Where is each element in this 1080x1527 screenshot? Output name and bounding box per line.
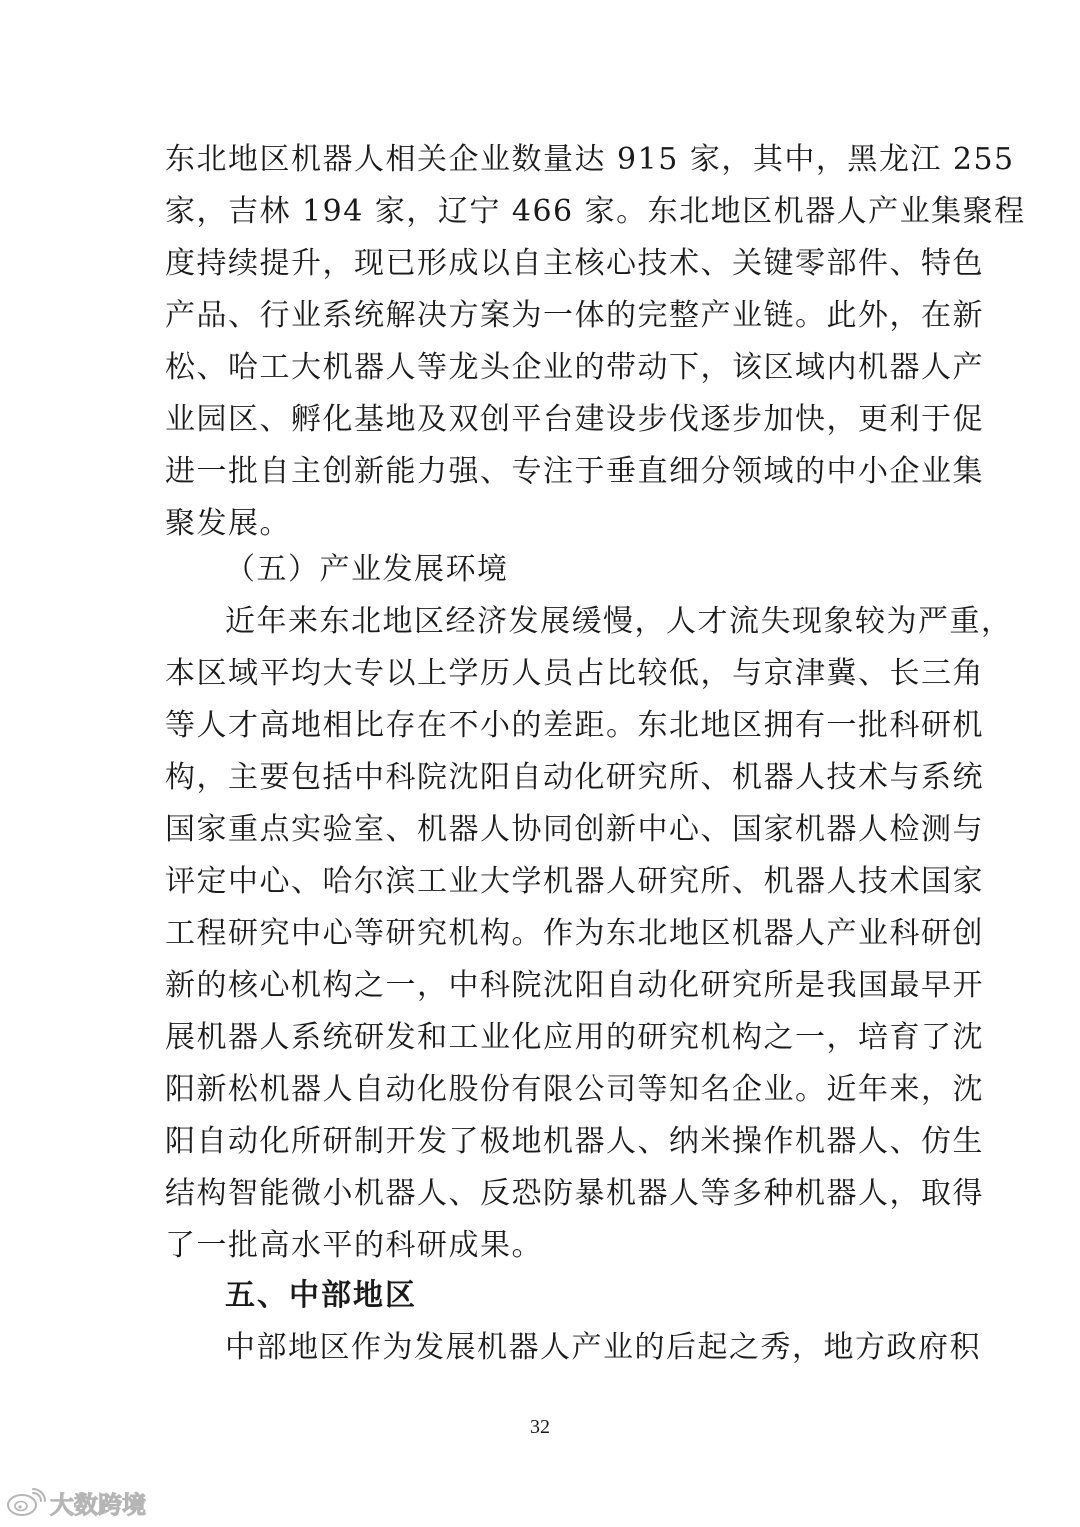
weibo-logo-icon bbox=[6, 1487, 46, 1517]
watermark-text: 大数跨境 bbox=[50, 1490, 146, 1519]
text-line: 度持续提升，现已形成以自主核心技术、关键零部件、特色 bbox=[165, 246, 984, 281]
text-line: 展机器人系统研发和工业化应用的研究机构之一，培育了沈 bbox=[165, 1020, 984, 1055]
text-line: 工程研究中心等研究机构。作为东北地区机器人产业科研创 bbox=[165, 916, 984, 951]
text-line: 了一批高水平的科研成果。 bbox=[165, 1228, 543, 1263]
page-number: 32 bbox=[530, 1416, 550, 1438]
text-line: 国家重点实验室、机器人协同创新中心、国家机器人检测与 bbox=[165, 812, 984, 847]
text-line: 近年来东北地区经济发展缓慢，人才流失现象较为严重， bbox=[225, 604, 1013, 639]
text-line: 中部地区作为发展机器人产业的后起之秀，地方政府积 bbox=[225, 1330, 981, 1365]
text-line: 聚发展。 bbox=[165, 506, 291, 541]
text-line: 阳新松机器人自动化股份有限公司等知名企业。近年来，沈 bbox=[165, 1072, 984, 1107]
text-line: 家，吉林 194 家，辽宁 466 家。东北地区机器人产业集聚程 bbox=[165, 194, 1026, 229]
text-line: 等人才高地相比存在不小的差距。东北地区拥有一批科研机 bbox=[165, 708, 984, 743]
text-line: 构，主要包括中科院沈阳自动化研究所、机器人技术与系统 bbox=[165, 760, 984, 795]
text-line: 新的核心机构之一，中科院沈阳自动化研究所是我国最早开 bbox=[165, 968, 984, 1003]
section-heading: 五、中部地区 bbox=[225, 1278, 417, 1313]
watermark bbox=[6, 1486, 146, 1518]
text-line: 业园区、孵化基地及双创平台建设步伐逐步加快，更利于促 bbox=[165, 402, 984, 437]
text-line: 本区域平均大专以上学历人员占比较低，与京津冀、长三角 bbox=[165, 656, 984, 691]
text-line: 松、哈工大机器人等龙头企业的带动下，该区域内机器人产 bbox=[165, 350, 984, 385]
text-line: 阳自动化所研制开发了极地机器人、纳米操作机器人、仿生 bbox=[165, 1124, 984, 1159]
text-line: 评定中心、哈尔滨工业大学机器人研究所、机器人技术国家 bbox=[165, 864, 984, 899]
text-line: 产品、行业系统解决方案为一体的完整产业链。此外，在新 bbox=[165, 298, 984, 333]
text-line: 东北地区机器人相关企业数量达 915 家，其中，黑龙江 255 bbox=[165, 142, 1015, 177]
text-line: 结构智能微小机器人、反恐防暴机器人等多种机器人，取得 bbox=[165, 1176, 984, 1211]
text-line: 进一批自主创新能力强、专注于垂直细分领域的中小企业集 bbox=[165, 454, 984, 489]
section-subheading: （五）产业发展环境 bbox=[225, 552, 509, 587]
